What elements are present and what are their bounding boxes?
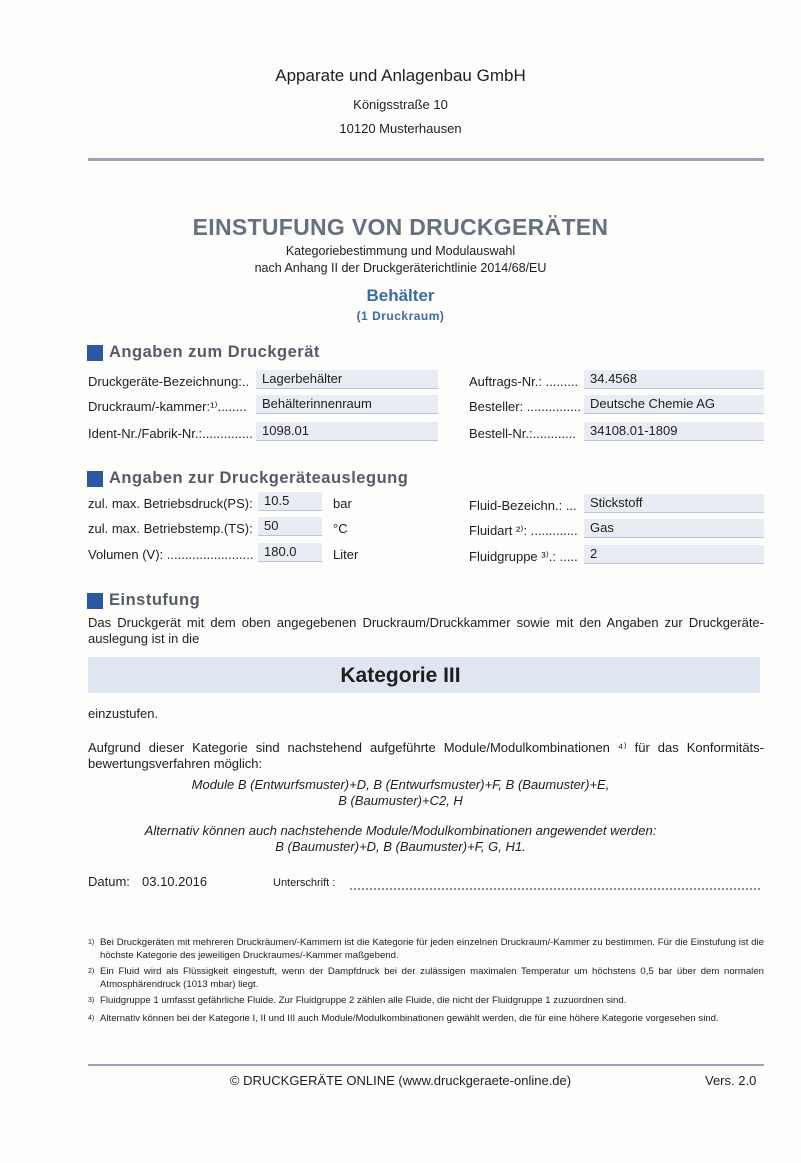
footnote-mark: 4)	[88, 1015, 95, 1022]
footer-version: Vers. 2.0	[705, 1073, 757, 1088]
purchase-label: Bestell-Nr.:............	[469, 426, 576, 441]
footnote-mark: 2)	[88, 968, 95, 975]
alternative-modules-line-1: Alternativ können auch nachstehende Module/Modulkombinationen angewendet werden:	[144, 823, 657, 838]
chamber-count: (1 Druckraum)	[356, 309, 445, 323]
section-square-icon	[87, 593, 103, 609]
purchase-field[interactable]: 34108.01-1809	[584, 422, 764, 441]
section-device-details	[87, 343, 320, 362]
section-heading: Einstufung	[109, 591, 201, 609]
footnote-mark: 3)	[88, 997, 95, 1004]
ps-unit: bar	[333, 496, 352, 511]
section-heading: Angaben zum Druckgerät	[109, 343, 320, 361]
footer-divider	[88, 1064, 764, 1066]
signature-label: Unterschrift :	[273, 877, 336, 889]
chamber-field[interactable]: Behälterinnenraum	[256, 395, 438, 414]
volume-field[interactable]: 180.0	[258, 543, 322, 562]
date-label: Datum:	[88, 874, 130, 889]
ts-label: zul. max. Betriebstemp.(TS):	[88, 521, 253, 536]
fluidgroup-field[interactable]: 2	[584, 545, 764, 564]
fluidgroup-label: Fluidgruppe ³⁾.: .....	[469, 549, 578, 564]
ts-unit: °C	[333, 521, 348, 536]
order-field[interactable]: 34.4568	[584, 370, 764, 389]
footnote-text: Ein Fluid wird als Flüssigkeit eingestuft, wenn der Dampfdruck bei der zulässigen maximalen Temperatur um höchstens 0,5 bar über dem normalen Atmosphärendruck (1013 mbar) liegt.	[100, 966, 764, 990]
fluidtype-label: Fluidart ²⁾: .............	[469, 523, 578, 538]
fluid-field[interactable]: Stickstoff	[584, 494, 764, 513]
category-result: Kategorie III	[340, 664, 461, 687]
footnote-3	[88, 995, 764, 1008]
modules-intro: Aufgrund dieser Kategorie sind nachstehend aufgeführte Module/Modulkombinationen ⁴⁾ für das Konformitäts-bewertungsverfahren möglich:	[88, 740, 764, 771]
document-subtitle-1: Kategoriebestimmung und Modulauswahl	[285, 244, 516, 258]
company-city: 10120 Musterhausen	[339, 121, 462, 136]
customer-field[interactable]: Deutsche Chemie AG	[584, 395, 764, 414]
company-name: Apparate und Anlagenbau GmbH	[275, 66, 526, 85]
classification-suffix: einzustufen.	[88, 706, 159, 721]
company-street: Königsstraße 10	[353, 97, 448, 112]
order-label: Auftrags-Nr.: .........	[469, 374, 579, 389]
vessel-type: Behälter	[366, 286, 435, 305]
footer-copyright: © DRUCKGERÄTE ONLINE (www.druckgeraete-online.de)	[229, 1073, 572, 1088]
classification-intro: Das Druckgerät mit dem oben angegebenen Druckraum/Druckkammer sowie mit den Angaben zur Druckgeräte-auslegung ist in die	[88, 615, 764, 646]
section-heading: Angaben zur Druckgeräteauslegung	[109, 469, 409, 487]
modules-line-2: B (Baumuster)+C2, H	[338, 793, 463, 808]
ps-label: zul. max. Betriebsdruck(PS):	[88, 496, 253, 511]
ident-field[interactable]: 1098.01	[256, 422, 438, 441]
section-square-icon	[87, 471, 103, 487]
date-value[interactable]: 03.10.2016	[142, 874, 208, 889]
fluid-label: Fluid-Bezeichn.: ...	[469, 498, 577, 513]
designation-field[interactable]: Lagerbehälter	[256, 370, 438, 389]
volume-label: Volumen (V): ........................	[88, 547, 254, 562]
section-square-icon	[87, 345, 103, 361]
designation-label: Druckgeräte-Bezeichnung:..	[88, 374, 250, 389]
section-design-details	[87, 469, 408, 488]
ident-label: Ident-Nr./Fabrik-Nr.:..............	[88, 426, 253, 441]
document-subtitle-2: nach Anhang II der Druckgeräterichtlinie 2014/68/EU	[254, 261, 547, 275]
modules-line-1: Module B (Entwurfsmuster)+D, B (Entwurfsmuster)+F, B (Baumuster)+E,	[191, 777, 610, 792]
volume-unit: Liter	[333, 547, 359, 562]
ts-field[interactable]: 50	[258, 517, 322, 536]
footnote-text: Bei Druckgeräten mit mehreren Druckräumen/-Kammern ist die Kategorie für jeden einzelnen Druckraum/-Kammer zu bestimmen. Für die Einstufung ist die höchste Kategorie des jeweiligen Druckraumes/-Kammer maßgebend.	[100, 937, 764, 961]
footnote-text: Fluidgruppe 1 umfasst gefährliche Fluide. Zur Fluidgruppe 2 zählen alle Fluide, die nicht der Fluidgruppe 1 zuzuordnen sind.	[100, 995, 627, 1006]
customer-label: Besteller: ...............	[469, 399, 581, 414]
footnote-text: Alternativ können bei der Kategorie I, II und III auch Module/Modulkombinationen gewählt werden, die für eine höhere Kategorie vorgesehen sind.	[100, 1013, 719, 1024]
fluidtype-field[interactable]: Gas	[584, 519, 764, 538]
header-divider	[88, 158, 764, 161]
alternative-modules-line-2: B (Baumuster)+D, B (Baumuster)+F, G, H1.	[275, 839, 526, 854]
ps-field[interactable]: 10.5	[258, 492, 322, 511]
footnote-1	[88, 937, 764, 962]
footnote-4	[88, 1013, 764, 1026]
chamber-label: Druckraum/-kammer:¹⁾........	[88, 399, 247, 414]
document-title: EINSTUFUNG VON DRUCKGERÄTEN	[192, 214, 609, 240]
signature-line[interactable]	[350, 878, 760, 890]
section-classification	[87, 591, 200, 610]
footnote-2	[88, 966, 764, 991]
footnote-mark: 1)	[88, 939, 95, 946]
